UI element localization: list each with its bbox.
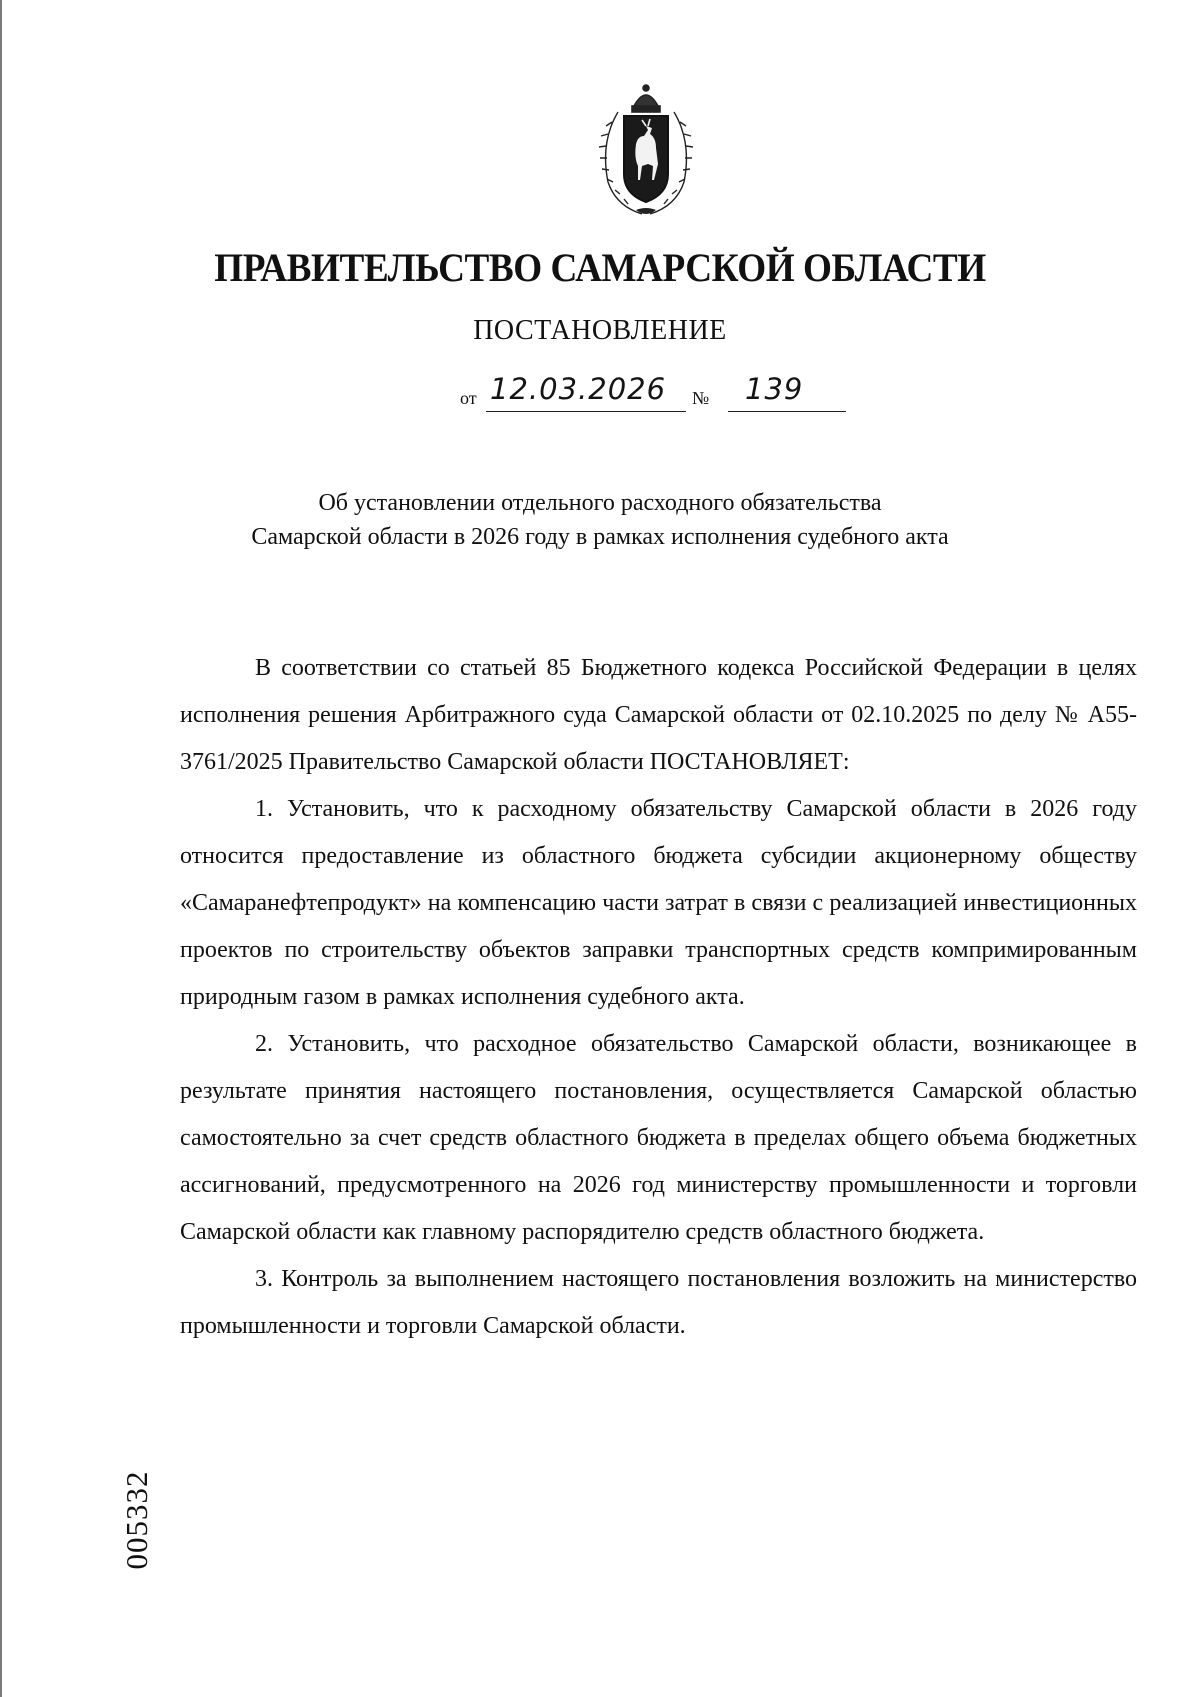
date-label: от	[460, 388, 477, 408]
date-underline	[486, 411, 686, 412]
item-3-paragraph: 3. Контроль за выполнением настоящего постановления возложить на министерство промышленности и торговли Самарской области.	[180, 1266, 1137, 1339]
page-edge	[0, 0, 2, 1697]
heading-line-2: Самарской области в 2026 году в рамках исполнения судебного акта	[251, 524, 949, 550]
side-serial-number	[112, 1420, 162, 1620]
document-body	[180, 645, 1137, 1350]
serial-number-text: 005332	[119, 1470, 154, 1570]
item-2-paragraph: 2. Установить, что расходное обязательство Самарской области, возникающее в результате принятия настоящего постановления, осуществляется Самарской областью самостоятельно за счет средств областного бюджета в пределах общего объема бюджетных ассигнований, предусмотренного на 2026 год министерству промышленности и торговли Самарской области как главному распорядителю средств областного бюджета.	[180, 1031, 1137, 1245]
item-1-paragraph: 1. Установить, что к расходному обязательству Самарской области в 2026 году относится предоставление из областного бюджета субсидии акционерному обществу «Самаранефтепродукт» на компенсацию части затрат в связи с реализацией инвестиционных проектов по строительству объектов заправки транспортных средств компримированным природным газом в рамках исполнения судебного акта.	[180, 796, 1137, 1010]
coat-of-arms-emblem	[586, 82, 706, 222]
number-underline	[728, 411, 846, 412]
handwritten-number: 139	[745, 372, 804, 406]
heading-line-1: Об установлении отдельного расходного обязательства	[318, 490, 882, 516]
number-label: №	[692, 388, 710, 408]
document-heading	[0, 486, 1200, 554]
handwritten-date: 12.03.2026	[490, 372, 667, 406]
preamble-paragraph: В соответствии со статьей 85 Бюджетного кодекса Российской Федерации в целях исполнения решения Арбитражного суда Самарской области от 02.10.2025 по делу № А55-3761/2025 Правительство Самарской области ПОСТАНОВЛЯЕТ:	[180, 655, 1137, 775]
document-type: ПОСТАНОВЛЕНИЕ	[473, 315, 727, 346]
date-number-line	[460, 374, 860, 414]
government-title: ПРАВИТЕЛЬСТВО САМАРСКОЙ ОБЛАСТИ	[214, 245, 986, 290]
